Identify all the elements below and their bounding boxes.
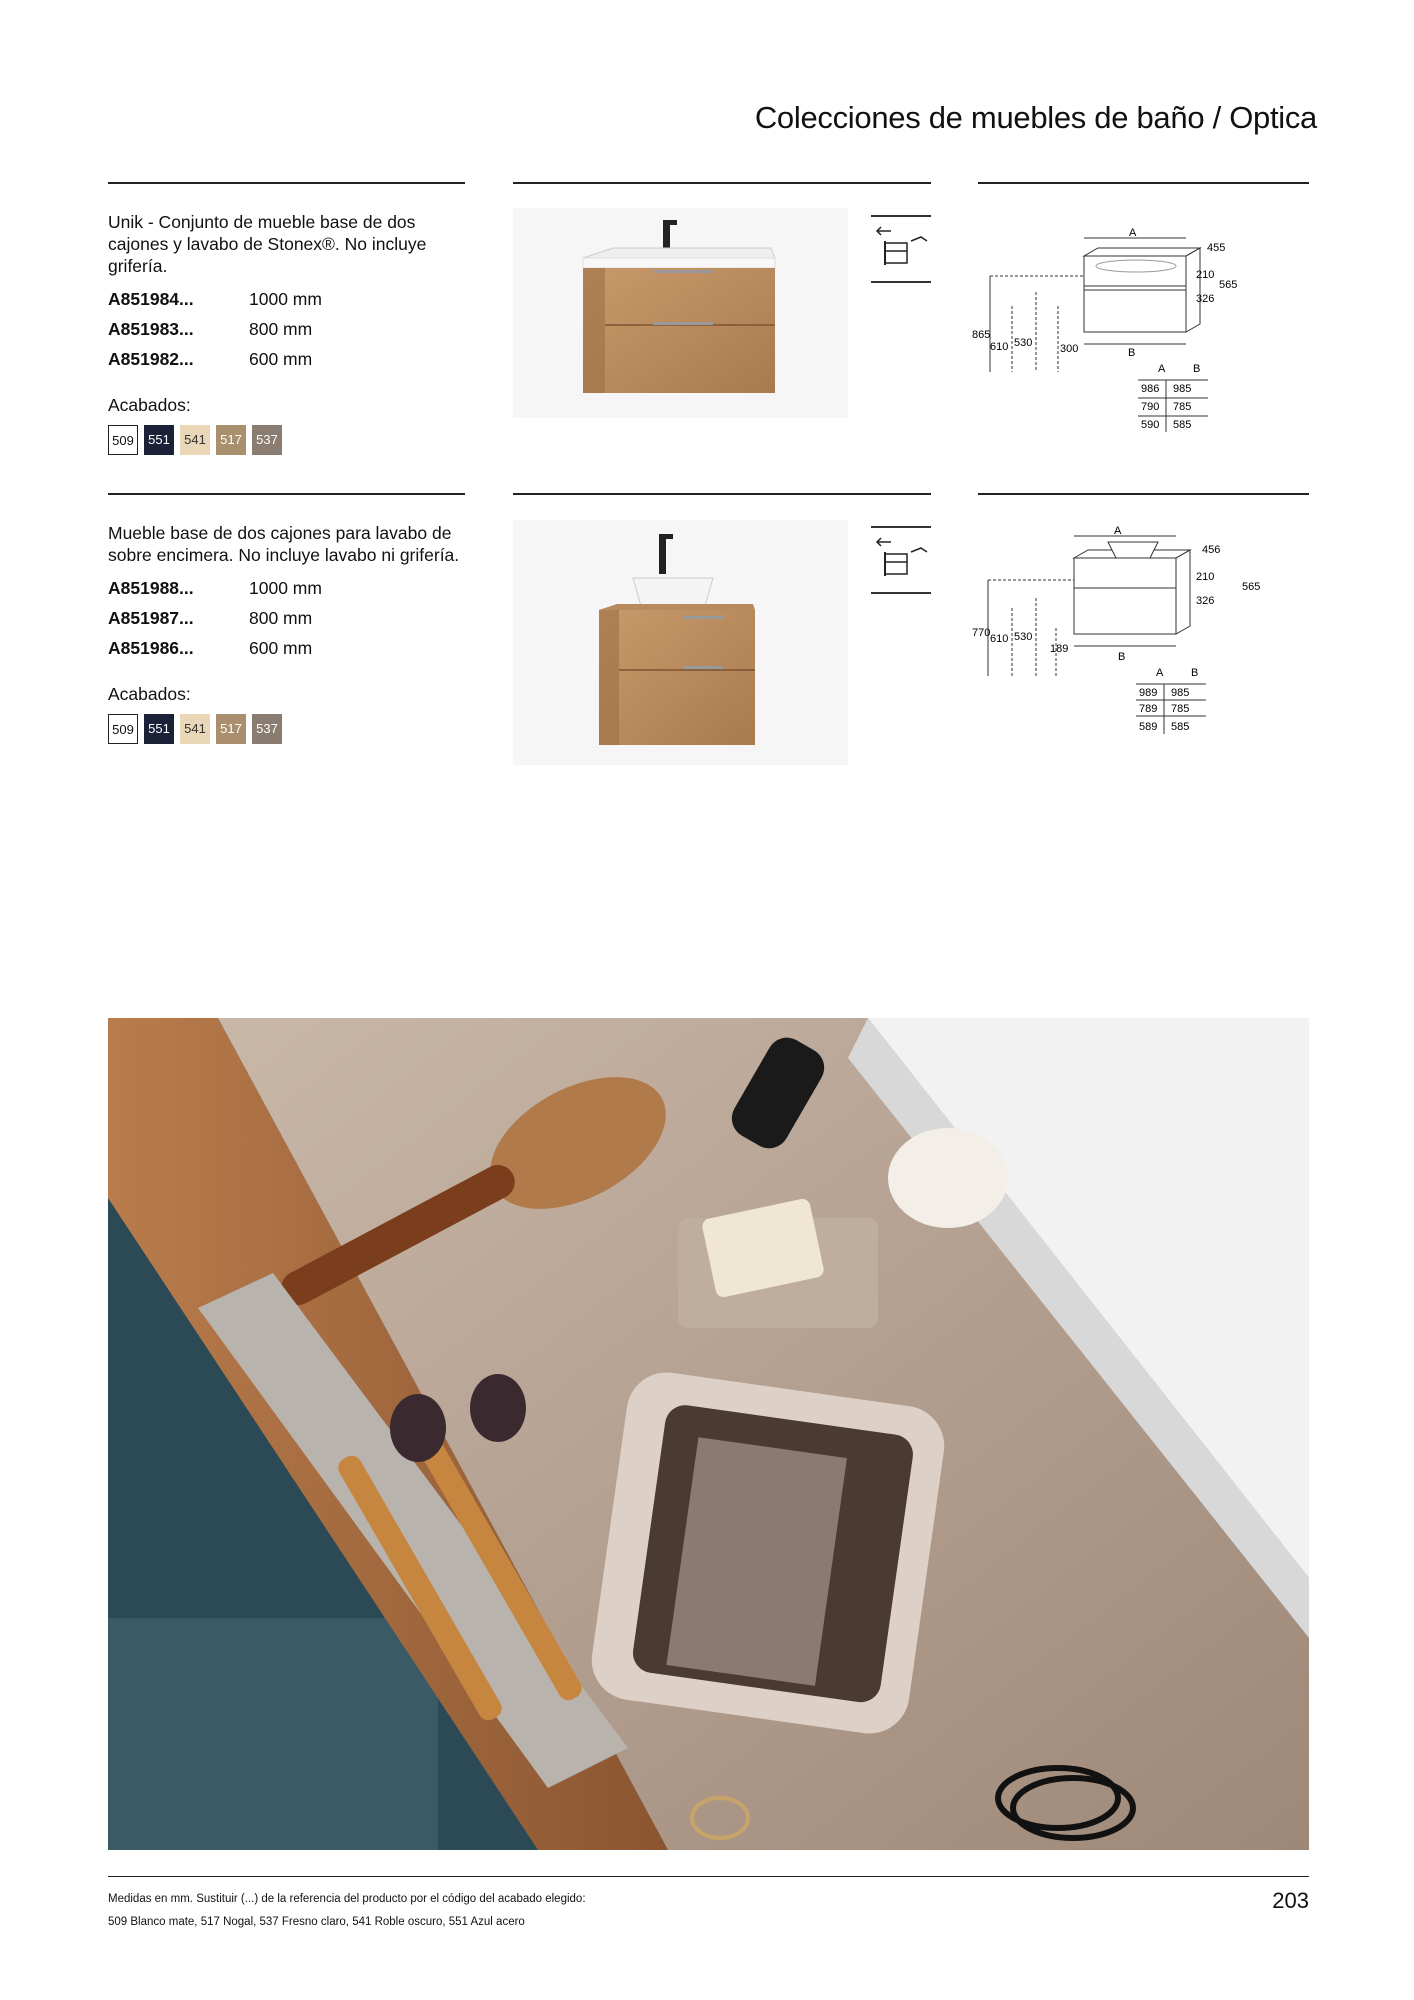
reference-code: A851984... [108, 289, 194, 309]
dim-label: B [1128, 347, 1136, 359]
technical-drawing [972, 525, 1309, 738]
dim-label: A [1129, 227, 1137, 239]
dim-label: 210 [1196, 269, 1215, 281]
dim-label: 530 [1014, 337, 1033, 349]
reference-size: 600 mm [249, 349, 313, 369]
footnote-line: Medidas en mm. Sustituir (...) de la referencia del producto por el código del acabado elegido: [108, 1893, 586, 1905]
reference-code: A851982... [108, 349, 194, 369]
reference-code: A851983... [108, 319, 194, 339]
divider [108, 493, 465, 495]
finish-swatch: 541 [180, 714, 210, 744]
dim-label: 865 [972, 329, 991, 341]
product-description: Mueble base de dos cajones para lavabo de sobre encimera. No incluye lavabo ni grifería. [108, 523, 460, 565]
product-description: Unik - Conjunto de mueble base de dos cajones y lavabo de Stonex®. No incluye grifería. [108, 212, 427, 276]
product-image-vanity-with-basin [513, 208, 848, 418]
reference-code: A851986... [108, 638, 194, 658]
table-cell: 986 [1141, 383, 1160, 395]
product-image-vanity-countertop [513, 520, 848, 765]
reference-size: 1000 mm [249, 578, 322, 598]
dim-label: 326 [1196, 595, 1215, 607]
finish-swatches [108, 425, 288, 457]
page-title: Colecciones de muebles de baño / Optica [754, 100, 1317, 135]
finishes-label: Acabados: [108, 395, 191, 415]
finish-swatch: 517 [216, 714, 246, 744]
dim-label: 455 [1207, 242, 1226, 254]
table-cell: 989 [1139, 687, 1158, 699]
table-header: B [1193, 363, 1201, 375]
table-header: A [1158, 363, 1166, 375]
dim-label: A [1114, 525, 1122, 537]
table-cell: 585 [1171, 721, 1190, 733]
page-number: 203 [1272, 1888, 1309, 1913]
reference-list [108, 578, 368, 668]
finish-swatch: 537 [252, 425, 282, 455]
dim-label: 610 [990, 633, 1009, 645]
finish-swatch: 541 [180, 425, 210, 455]
footer-divider [108, 1876, 1309, 1877]
table-cell: 785 [1173, 401, 1192, 413]
divider [108, 182, 465, 184]
table-cell: 790 [1141, 401, 1160, 413]
reference-size: 600 mm [249, 638, 313, 658]
dim-label: 326 [1196, 293, 1215, 305]
table-cell: 589 [1139, 721, 1158, 733]
reference-list [108, 289, 368, 379]
dim-label: 770 [972, 627, 991, 639]
table-cell: 785 [1171, 703, 1190, 715]
wall-mount-icon [871, 215, 931, 283]
dim-label: 610 [990, 341, 1009, 353]
table-cell: 590 [1141, 419, 1160, 431]
dim-label: 210 [1196, 571, 1215, 583]
reference-size: 1000 mm [249, 289, 322, 309]
divider [513, 182, 931, 184]
reference-size: 800 mm [249, 608, 313, 628]
dim-label: 189 [1050, 643, 1069, 655]
footnote-line: 509 Blanco mate, 517 Nogal, 537 Fresno claro, 541 Roble oscuro, 551 Azul acero [108, 1916, 525, 1928]
dim-label: 565 [1242, 581, 1261, 593]
finish-swatch: 551 [144, 714, 174, 744]
reference-row [108, 608, 368, 638]
reference-row [108, 578, 368, 608]
table-header: A [1156, 667, 1164, 679]
reference-row [108, 349, 368, 379]
drawer-interior-photo [108, 1018, 1309, 1850]
reference-size: 800 mm [249, 319, 313, 339]
dim-label: B [1118, 651, 1126, 663]
footnote [108, 1891, 1008, 1930]
dim-label: 565 [1219, 279, 1238, 291]
finish-swatches [108, 714, 288, 746]
dim-label: 456 [1202, 544, 1221, 556]
dim-label: 300 [1060, 343, 1079, 355]
divider [513, 493, 931, 495]
finish-swatch: 537 [252, 714, 282, 744]
divider [978, 182, 1309, 184]
dim-label: 530 [1014, 631, 1033, 643]
finish-swatch: 509 [108, 714, 138, 744]
table-header: B [1191, 667, 1199, 679]
wall-mount-icon [871, 526, 931, 594]
technical-drawing [972, 222, 1309, 432]
table-cell: 789 [1139, 703, 1158, 715]
reference-row [108, 289, 368, 319]
table-cell: 585 [1173, 419, 1192, 431]
reference-code: A851988... [108, 578, 194, 598]
finishes-label: Acabados: [108, 684, 191, 704]
finish-swatch: 509 [108, 425, 138, 455]
finish-swatch: 517 [216, 425, 246, 455]
reference-row [108, 638, 368, 668]
table-cell: 985 [1173, 383, 1192, 395]
table-cell: 985 [1171, 687, 1190, 699]
finish-swatch: 551 [144, 425, 174, 455]
reference-row [108, 319, 368, 349]
reference-code: A851987... [108, 608, 194, 628]
divider [978, 493, 1309, 495]
